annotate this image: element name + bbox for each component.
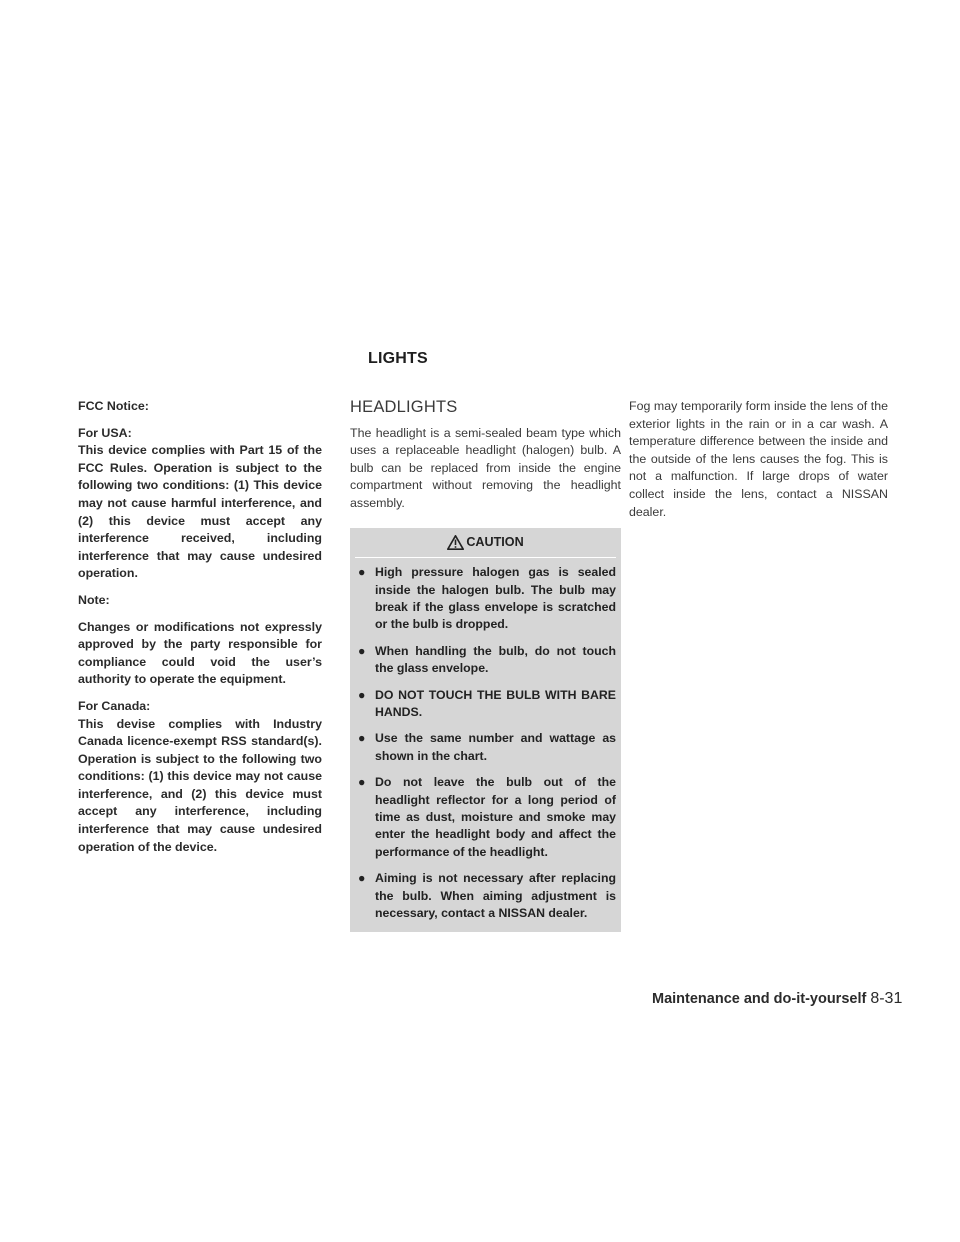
footer-page-number: 8-31 bbox=[870, 990, 903, 1007]
caution-item: ● DO NOT TOUCH THE BULB WITH BARE HANDS. bbox=[358, 687, 616, 719]
fcc-notice-heading: FCC Notice: bbox=[78, 399, 149, 413]
fcc-canada-heading: For Canada: bbox=[78, 698, 151, 713]
bullet-icon: ● bbox=[358, 643, 366, 658]
fcc-canada-block bbox=[78, 698, 322, 856]
headlights-column bbox=[350, 398, 621, 932]
headlights-title: HEADLIGHTS bbox=[350, 398, 458, 416]
caution-header bbox=[355, 528, 616, 558]
caution-item: ● When handling the bulb, do not touch the glass envelope. bbox=[358, 643, 616, 676]
fcc-usa-text: This device complies with Part 15 of the FCC Rules. Operation is subject to the following two conditions: (1) This device may not cause harmful interference, and (2) this device must accept any interference received, including interference that may cause undesired operation. bbox=[78, 443, 322, 581]
fcc-note-heading: Note: bbox=[78, 592, 110, 607]
caution-label: CAUTION bbox=[466, 534, 524, 549]
caution-box bbox=[350, 528, 621, 933]
fcc-canada-text: This devise complies with Industry Canada licence-exempt RSS standard(s). Operation is subject to the following two conditions: (1) this device may not cause interference, and (2) this device must accept any interference, including interference that may cause undesired operation of the device. bbox=[78, 716, 322, 854]
section-title: LIGHTS bbox=[368, 350, 428, 367]
bullet-icon: ● bbox=[358, 687, 366, 702]
bullet-icon: ● bbox=[358, 731, 366, 746]
fcc-usa-block bbox=[78, 425, 322, 583]
bullet-icon: ● bbox=[358, 775, 366, 790]
caution-item: ● Use the same number and wattage as shown in the chart. bbox=[358, 731, 616, 763]
fog-column bbox=[629, 398, 888, 521]
fcc-note-text: Changes or modifications not expressly approved by the party responsible for compliance could void the user’s authority to operate the equipment. bbox=[78, 619, 322, 687]
fcc-notice-column bbox=[78, 398, 322, 865]
footer-chapter: Maintenance and do-it-yourself bbox=[652, 991, 867, 1007]
bullet-icon: ● bbox=[358, 565, 366, 580]
caution-item: ● High pressure halogen gas is sealed inside the halogen bulb. The bulb may break if the glass envelope is scratched or the bulb is dropped. bbox=[358, 565, 616, 632]
caution-item: ● Aiming is not necessary after replacing the bulb. When aiming adjustment is necessary, contact a NISSAN dealer. bbox=[358, 871, 616, 921]
caution-list bbox=[355, 557, 616, 922]
page-footer bbox=[652, 990, 902, 1008]
headlights-intro: The headlight is a semi-sealed beam type which uses a replaceable headlight (halogen) bulb. A bulb can be replaced from inside the engine compartment without removing the headlight assembly. bbox=[350, 425, 621, 510]
caution-item: ● Do not leave the bulb out of the headlight reflector for a long period of time as dust, moisture and smoke may enter the headlight body and affect the performance of the headlight. bbox=[358, 775, 616, 859]
bullet-icon: ● bbox=[358, 871, 366, 886]
warning-triangle-icon bbox=[447, 535, 464, 550]
fog-text: Fog may temporarily form inside the lens of the exterior lights in the rain or in a car wash. A temperature difference between the inside and the outside of the lens causes the fog. This is not a malfunction. If large drops of water collect inside the lens, contact a NISSAN dealer. bbox=[629, 399, 888, 519]
fcc-usa-heading: For USA: bbox=[78, 425, 132, 440]
